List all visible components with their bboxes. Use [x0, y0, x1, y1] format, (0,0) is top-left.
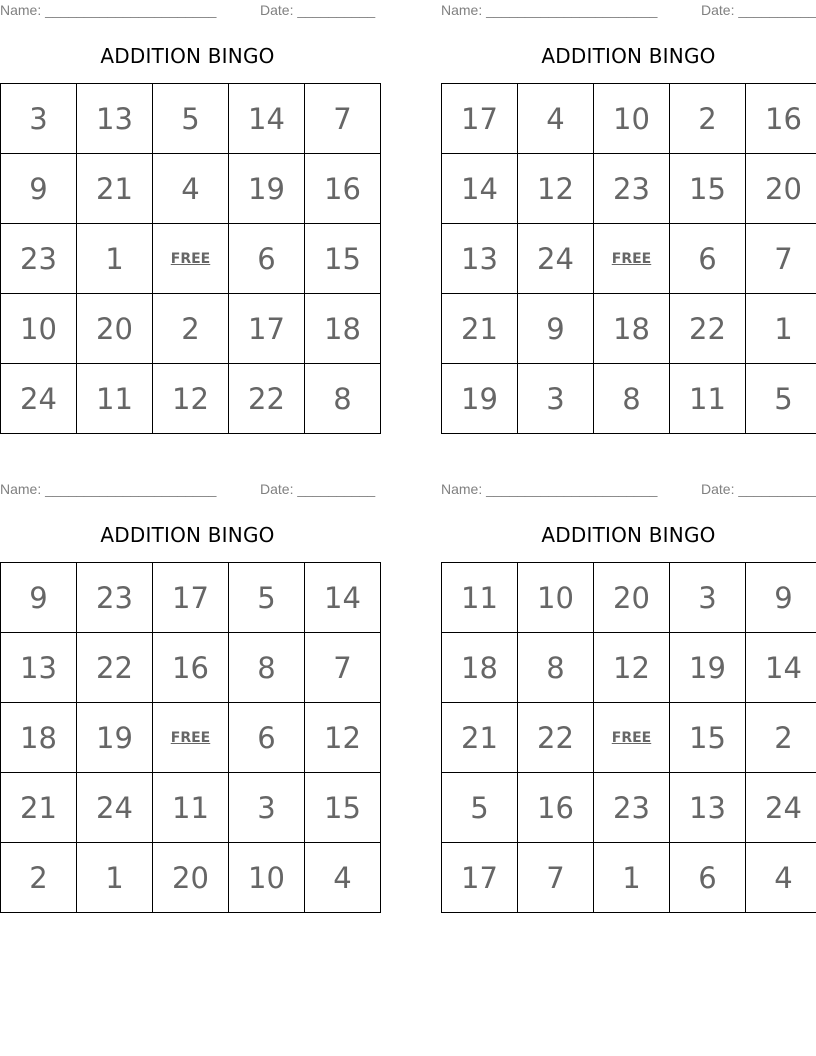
- bingo-cell: 4: [746, 843, 816, 913]
- bingo-cell: 15: [305, 224, 381, 294]
- bingo-cell: 21: [1, 773, 77, 843]
- bingo-cell: 9: [746, 563, 816, 633]
- bingo-cell: 6: [229, 224, 305, 294]
- bingo-cell: 5: [442, 773, 518, 843]
- bingo-cell: 12: [153, 364, 229, 434]
- bingo-row: [1, 364, 381, 434]
- bingo-row: [1, 84, 381, 154]
- bingo-cell: 14: [442, 154, 518, 224]
- bingo-cell: 2: [746, 703, 816, 773]
- bingo-cell: 10: [1, 294, 77, 364]
- bingo-cell: 24: [746, 773, 816, 843]
- bingo-cell: 3: [1, 84, 77, 154]
- card-title: ADDITION BINGO: [541, 44, 716, 68]
- card-header: [441, 0, 816, 20]
- bingo-cell: 19: [229, 154, 305, 224]
- bingo-row: [442, 633, 816, 703]
- bingo-cell: 11: [77, 364, 153, 434]
- bingo-cell: 21: [77, 154, 153, 224]
- card-header: [0, 0, 375, 20]
- card-title: ADDITION BINGO: [100, 44, 275, 68]
- bingo-cell: 7: [305, 633, 381, 703]
- bingo-cell: 9: [1, 563, 77, 633]
- bingo-cell: 13: [670, 773, 746, 843]
- bingo-cell: 22: [77, 633, 153, 703]
- bingo-cell: 9: [518, 294, 594, 364]
- bingo-cell: 4: [518, 84, 594, 154]
- bingo-cell: 7: [746, 224, 816, 294]
- bingo-cell: 3: [229, 773, 305, 843]
- bingo-cell: 8: [305, 364, 381, 434]
- bingo-cell: 8: [594, 364, 670, 434]
- bingo-cell: 5: [229, 563, 305, 633]
- bingo-cell: 24: [77, 773, 153, 843]
- name-field: Name: ______________________: [441, 481, 658, 497]
- bingo-cell: 3: [670, 563, 746, 633]
- bingo-row: [1, 703, 381, 773]
- bingo-cell: 24: [1, 364, 77, 434]
- bingo-cell: 14: [305, 563, 381, 633]
- bingo-cell: 11: [153, 773, 229, 843]
- card-header: [441, 479, 816, 499]
- bingo-grid: [441, 562, 816, 913]
- free-space: FREE: [594, 224, 670, 294]
- bingo-cell: 15: [305, 773, 381, 843]
- bingo-row: [1, 843, 381, 913]
- bingo-cell: 16: [518, 773, 594, 843]
- bingo-cell: 18: [1, 703, 77, 773]
- bingo-row: [442, 843, 816, 913]
- bingo-cell: 9: [1, 154, 77, 224]
- bingo-cell: 1: [746, 294, 816, 364]
- name-field: Name: ______________________: [0, 2, 217, 18]
- bingo-cell: 21: [442, 294, 518, 364]
- bingo-cell: 12: [305, 703, 381, 773]
- bingo-row: [442, 294, 816, 364]
- bingo-card: [441, 479, 816, 895]
- bingo-cell: 23: [594, 154, 670, 224]
- bingo-cell: 14: [746, 633, 816, 703]
- bingo-cell: 21: [442, 703, 518, 773]
- bingo-row: [442, 224, 816, 294]
- bingo-cell: 5: [153, 84, 229, 154]
- bingo-cell: 17: [229, 294, 305, 364]
- bingo-cell: 17: [442, 84, 518, 154]
- free-space: FREE: [153, 224, 229, 294]
- card-title: ADDITION BINGO: [100, 523, 275, 547]
- bingo-cell: 22: [670, 294, 746, 364]
- bingo-grid: [441, 83, 816, 434]
- bingo-row: [1, 294, 381, 364]
- bingo-cell: 10: [518, 563, 594, 633]
- bingo-cell: 4: [153, 154, 229, 224]
- bingo-cell: 13: [77, 84, 153, 154]
- bingo-card: [0, 0, 376, 416]
- bingo-cell: 20: [746, 154, 816, 224]
- bingo-row: [1, 224, 381, 294]
- bingo-cell: 22: [229, 364, 305, 434]
- free-space: FREE: [594, 703, 670, 773]
- bingo-row: [1, 773, 381, 843]
- bingo-row: [442, 703, 816, 773]
- bingo-cell: 10: [229, 843, 305, 913]
- bingo-cell: 18: [594, 294, 670, 364]
- bingo-cell: 23: [77, 563, 153, 633]
- bingo-cell: 5: [746, 364, 816, 434]
- bingo-card: [0, 479, 376, 895]
- bingo-cell: 7: [305, 84, 381, 154]
- bingo-row: [442, 364, 816, 434]
- bingo-cell: 10: [594, 84, 670, 154]
- card-header: [0, 479, 375, 499]
- bingo-card: [441, 0, 816, 416]
- bingo-cell: 6: [670, 843, 746, 913]
- bingo-row: [1, 154, 381, 224]
- bingo-cell: 17: [442, 843, 518, 913]
- bingo-cell: 15: [670, 154, 746, 224]
- bingo-row: [442, 773, 816, 843]
- card-title: ADDITION BINGO: [541, 523, 716, 547]
- date-field: Date: __________: [260, 2, 376, 18]
- bingo-cell: 19: [442, 364, 518, 434]
- bingo-row: [442, 84, 816, 154]
- date-field: Date: __________: [701, 481, 816, 497]
- bingo-cell: 16: [153, 633, 229, 703]
- bingo-row: [1, 563, 381, 633]
- bingo-cell: 14: [229, 84, 305, 154]
- bingo-cell: 19: [670, 633, 746, 703]
- bingo-cell: 15: [670, 703, 746, 773]
- bingo-cell: 17: [153, 563, 229, 633]
- bingo-cell: 23: [594, 773, 670, 843]
- bingo-cell: 13: [442, 224, 518, 294]
- bingo-cell: 8: [518, 633, 594, 703]
- bingo-cell: 4: [305, 843, 381, 913]
- bingo-grid: [0, 562, 381, 913]
- bingo-cell: 8: [229, 633, 305, 703]
- bingo-cell: 20: [594, 563, 670, 633]
- bingo-cell: 20: [77, 294, 153, 364]
- name-field: Name: ______________________: [0, 481, 217, 497]
- bingo-cell: 23: [1, 224, 77, 294]
- bingo-cell: 6: [670, 224, 746, 294]
- bingo-cell: 16: [305, 154, 381, 224]
- bingo-cell: 1: [77, 843, 153, 913]
- bingo-cell: 11: [442, 563, 518, 633]
- bingo-cell: 1: [594, 843, 670, 913]
- bingo-cell: 18: [442, 633, 518, 703]
- bingo-cell: 22: [518, 703, 594, 773]
- bingo-cell: 7: [518, 843, 594, 913]
- bingo-cell: 6: [229, 703, 305, 773]
- date-field: Date: __________: [701, 2, 816, 18]
- bingo-cell: 2: [670, 84, 746, 154]
- bingo-cell: 13: [1, 633, 77, 703]
- bingo-cell: 2: [1, 843, 77, 913]
- bingo-cell: 11: [670, 364, 746, 434]
- bingo-cell: 18: [305, 294, 381, 364]
- bingo-cell: 2: [153, 294, 229, 364]
- bingo-cell: 19: [77, 703, 153, 773]
- bingo-cell: 3: [518, 364, 594, 434]
- date-field: Date: __________: [260, 481, 376, 497]
- bingo-row: [442, 154, 816, 224]
- bingo-cell: 1: [77, 224, 153, 294]
- bingo-cell: 12: [594, 633, 670, 703]
- bingo-grid: [0, 83, 381, 434]
- name-field: Name: ______________________: [441, 2, 658, 18]
- bingo-cell: 16: [746, 84, 816, 154]
- bingo-cell: 20: [153, 843, 229, 913]
- bingo-cell: 12: [518, 154, 594, 224]
- free-space: FREE: [153, 703, 229, 773]
- bingo-row: [442, 563, 816, 633]
- bingo-row: [1, 633, 381, 703]
- bingo-cell: 24: [518, 224, 594, 294]
